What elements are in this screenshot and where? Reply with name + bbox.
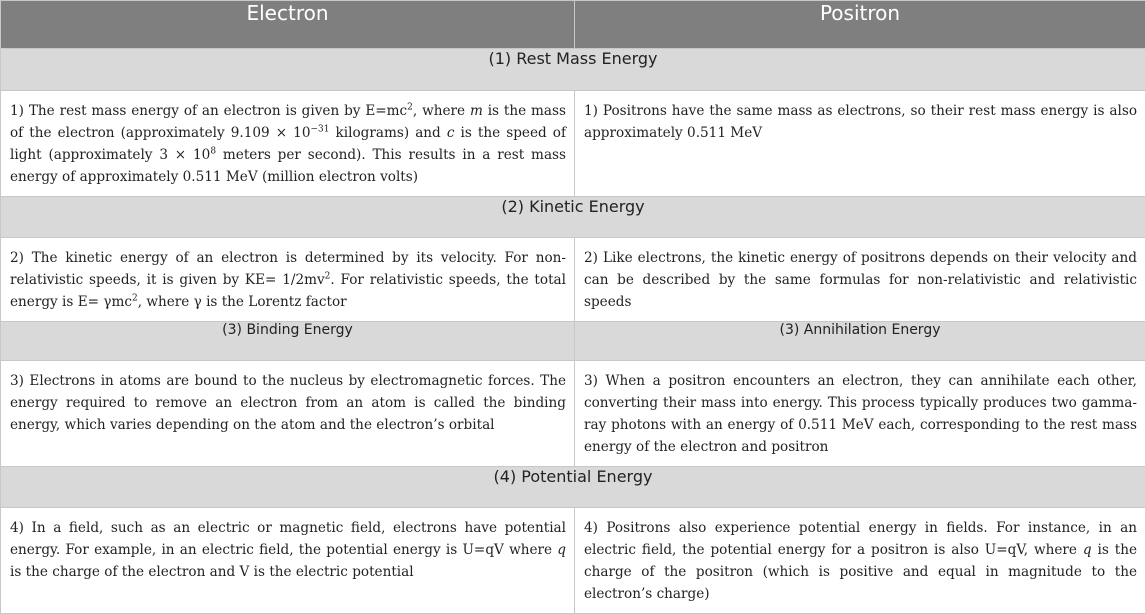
table-row: [1, 508, 1145, 614]
electron-binding-cell: 3) Electrons in atoms are bound to the nucleus by electromagnetic forces. The energy required to remove an electron from an atom is called the binding energy, which varies depending on the atom and the electron’s orbital: [1, 361, 575, 467]
section-title-binding: (3) Binding Energy: [1, 322, 575, 361]
header-electron: Electron: [1, 1, 575, 49]
table-row: [1, 238, 1145, 322]
section-row-third: [1, 322, 1145, 361]
table-row: [1, 361, 1145, 467]
positron-kinetic-cell: 2) Like electrons, the kinetic energy of positrons depends on their velocity and can be described by the same formulas for non-relativistic and relativistic speeds: [575, 238, 1145, 322]
table-row: [1, 91, 1145, 197]
section-row-potential: [1, 467, 1145, 508]
section-title-rest-mass: (1) Rest Mass Energy: [1, 49, 1145, 91]
positron-rest-mass-cell: 1) Positrons have the same mass as electrons, so their rest mass energy is also approximately 0.511 MeV: [575, 91, 1145, 197]
positron-annihilation-cell: 3) When a positron encounters an electron, they can annihilate each other, converting their mass into energy. This process typically produces two gamma-ray photons with an energy of 0.511 MeV each, corresponding to the rest mass energy of the electron and positron: [575, 361, 1145, 467]
header-positron: Positron: [575, 1, 1145, 49]
positron-potential-cell: 4) Positrons also experience potential energy in fields. For instance, in an electric field, the potential energy for a positron is also U=qV, where q is the charge of the positron (which is positive and equal in magnitude to the electron’s charge): [575, 508, 1145, 614]
header-row: [1, 1, 1145, 49]
section-row-kinetic: [1, 197, 1145, 238]
section-title-annihilation: (3) Annihilation Energy: [575, 322, 1145, 361]
electron-kinetic-cell: 2) The kinetic energy of an electron is determined by its velocity. For non-relativistic speeds, it is given by $KE= 1/2mv^2$. For relativistic speeds, the total energy is E= γmc$^2$, where γ is the Lorentz factor: [1, 238, 575, 322]
electron-rest-mass-cell: 1) The rest mass energy of an electron is given by $E=mc^2$, where m is the mass of the electron (approximately $9.109 \times 10^{-31}$ kilograms) and c is the speed of light (approximately $3 \times 10^8$ meters per second). This results in a rest mass energy of approximately 0.511 MeV (million electron volts): [1, 91, 575, 197]
section-title-kinetic: (2) Kinetic Energy: [1, 197, 1145, 238]
section-row-rest-mass: [1, 49, 1145, 91]
electron-potential-cell: 4) In a field, such as an electric or magnetic field, electrons have potential energy. For example, in an electric field, the potential energy is U=qV where q is the charge of the electron and V is the electric potential: [1, 508, 575, 614]
section-title-potential: (4) Potential Energy: [1, 467, 1145, 508]
